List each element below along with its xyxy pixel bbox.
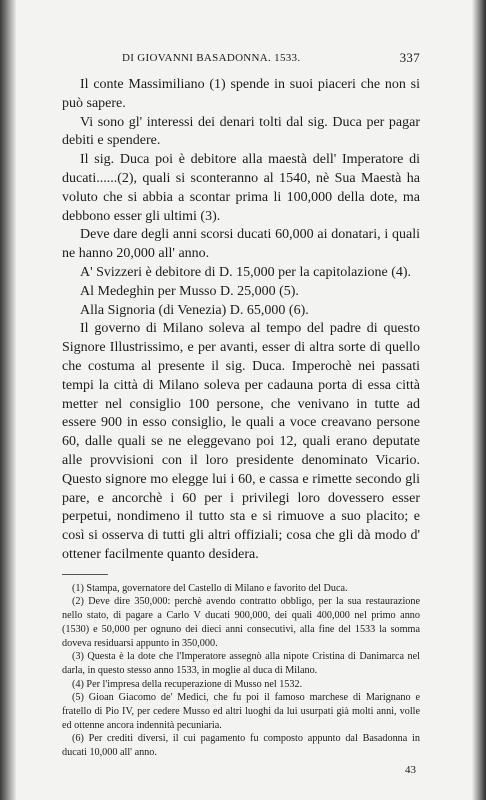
footnote: (6) Per crediti diversi, il cui pagamento fu composto appunto dal Basadonna in ducati 10,000 all' anno. (62, 733, 420, 759)
paragraph: Deve dare degli anni scorsi ducati 60,000 ai donatari, i quali ne hanno 20,000 all' anno. (62, 227, 420, 262)
paragraph: Alla Signoria (di Venezia) D. 65,000 (6). (80, 302, 309, 318)
paragraph: Vi sono gl' interessi dei denari tolti dal sig. Duca per pagar debiti e spendere. (62, 114, 420, 149)
paragraph: Il sig. Duca poi è debitore alla maestà dell' Imperatore di ducati......(2), quali si sconteranno al 1540, nè Sua Maestà ha voluto che si abbia a scontar prima li 100,000 della dote, ma debbono esser gli ultimi (3). (62, 152, 420, 224)
footnote: (3) Questa è la dote che l'Imperatore assegnò alla nipote Cristina di Danimarca nel darla, in questo stesso anno 1533, in moglie al duca di Milano. (62, 651, 420, 676)
footnote-rule (62, 574, 108, 575)
footnote: (4) Per l'impresa della recuperazione di Musso nel 1532. (72, 678, 303, 690)
paragraph: A' Svizzeri è debitore di D. 15,000 per la capitolazione (4). (80, 264, 412, 280)
book-page (62, 50, 420, 776)
page-number: 337 (399, 50, 420, 65)
paragraph: Il conte Massimiliano (1) spende in suoi piaceri che non si può sapere. (62, 77, 420, 111)
paragraph: Al Medeghin per Musso D. 25,000 (5). (80, 283, 299, 299)
paragraph: Il governo di Milano soleva al tempo del padre di questo Signore Illustrissimo, e per avanti, esser di altra sorte di quello che costuma al presente il sig. Duca. Imperochè nei passati tempi la città di Milano soleva per cadauna porta di essa città metter nel consiglio 100 persone, che venivano in tutte ad essere 900 in esso consiglio, le quali a voce creavano persone 60, dalle quali se ne eleggevano poi 12, quali erano deputate alle provvisioni con il loro presidente denominato Vicario. Questo signore mo elegge lui i 60, e cassa e rimette secondo gli pare, e ancorchè i 60 per i privilegi loro dovessero esser perpetui, nondimeno il tutto sta e si rimuove a suo placito; e così si osserva di tutti gli altri offiziali; cosa che gli dà modo d' ottener facilmente quanto desidera. (62, 321, 420, 562)
running-title: DI GIOVANNI BASADONNA. 1533. (122, 52, 301, 64)
running-head (62, 50, 420, 68)
footnote: (2) Deve dire 350,000: perchè avendo contratto obbligo, per la sua restaurazione nello stato, di pagare a Carlo V ducati 900,000, dei quali 400,000 nel primo anno (1530) e 50,000 per ognuno dei dieci anni consecutivi, alla fine del 1533 la somma doveva residuarsi appunto in 350,000. (62, 596, 420, 649)
scan-shadow-right (472, 0, 486, 800)
signature-mark: 43 (405, 763, 416, 776)
scan-shadow-left (0, 0, 16, 800)
body-text (62, 76, 420, 565)
footnote: (1) Stampa, governatore del Castello di Milano e favorito del Duca. (72, 582, 348, 594)
footnote: (5) Gioan Giacomo de' Medici, che fu poi il famoso marchese di Marignano e fratello di Pio IV, per cedere Musso ed altri luoghi da lui usurpati già molti anni, volle ed ottenne ancora indennità pecuniaria. (62, 692, 420, 731)
footnotes (62, 582, 420, 760)
